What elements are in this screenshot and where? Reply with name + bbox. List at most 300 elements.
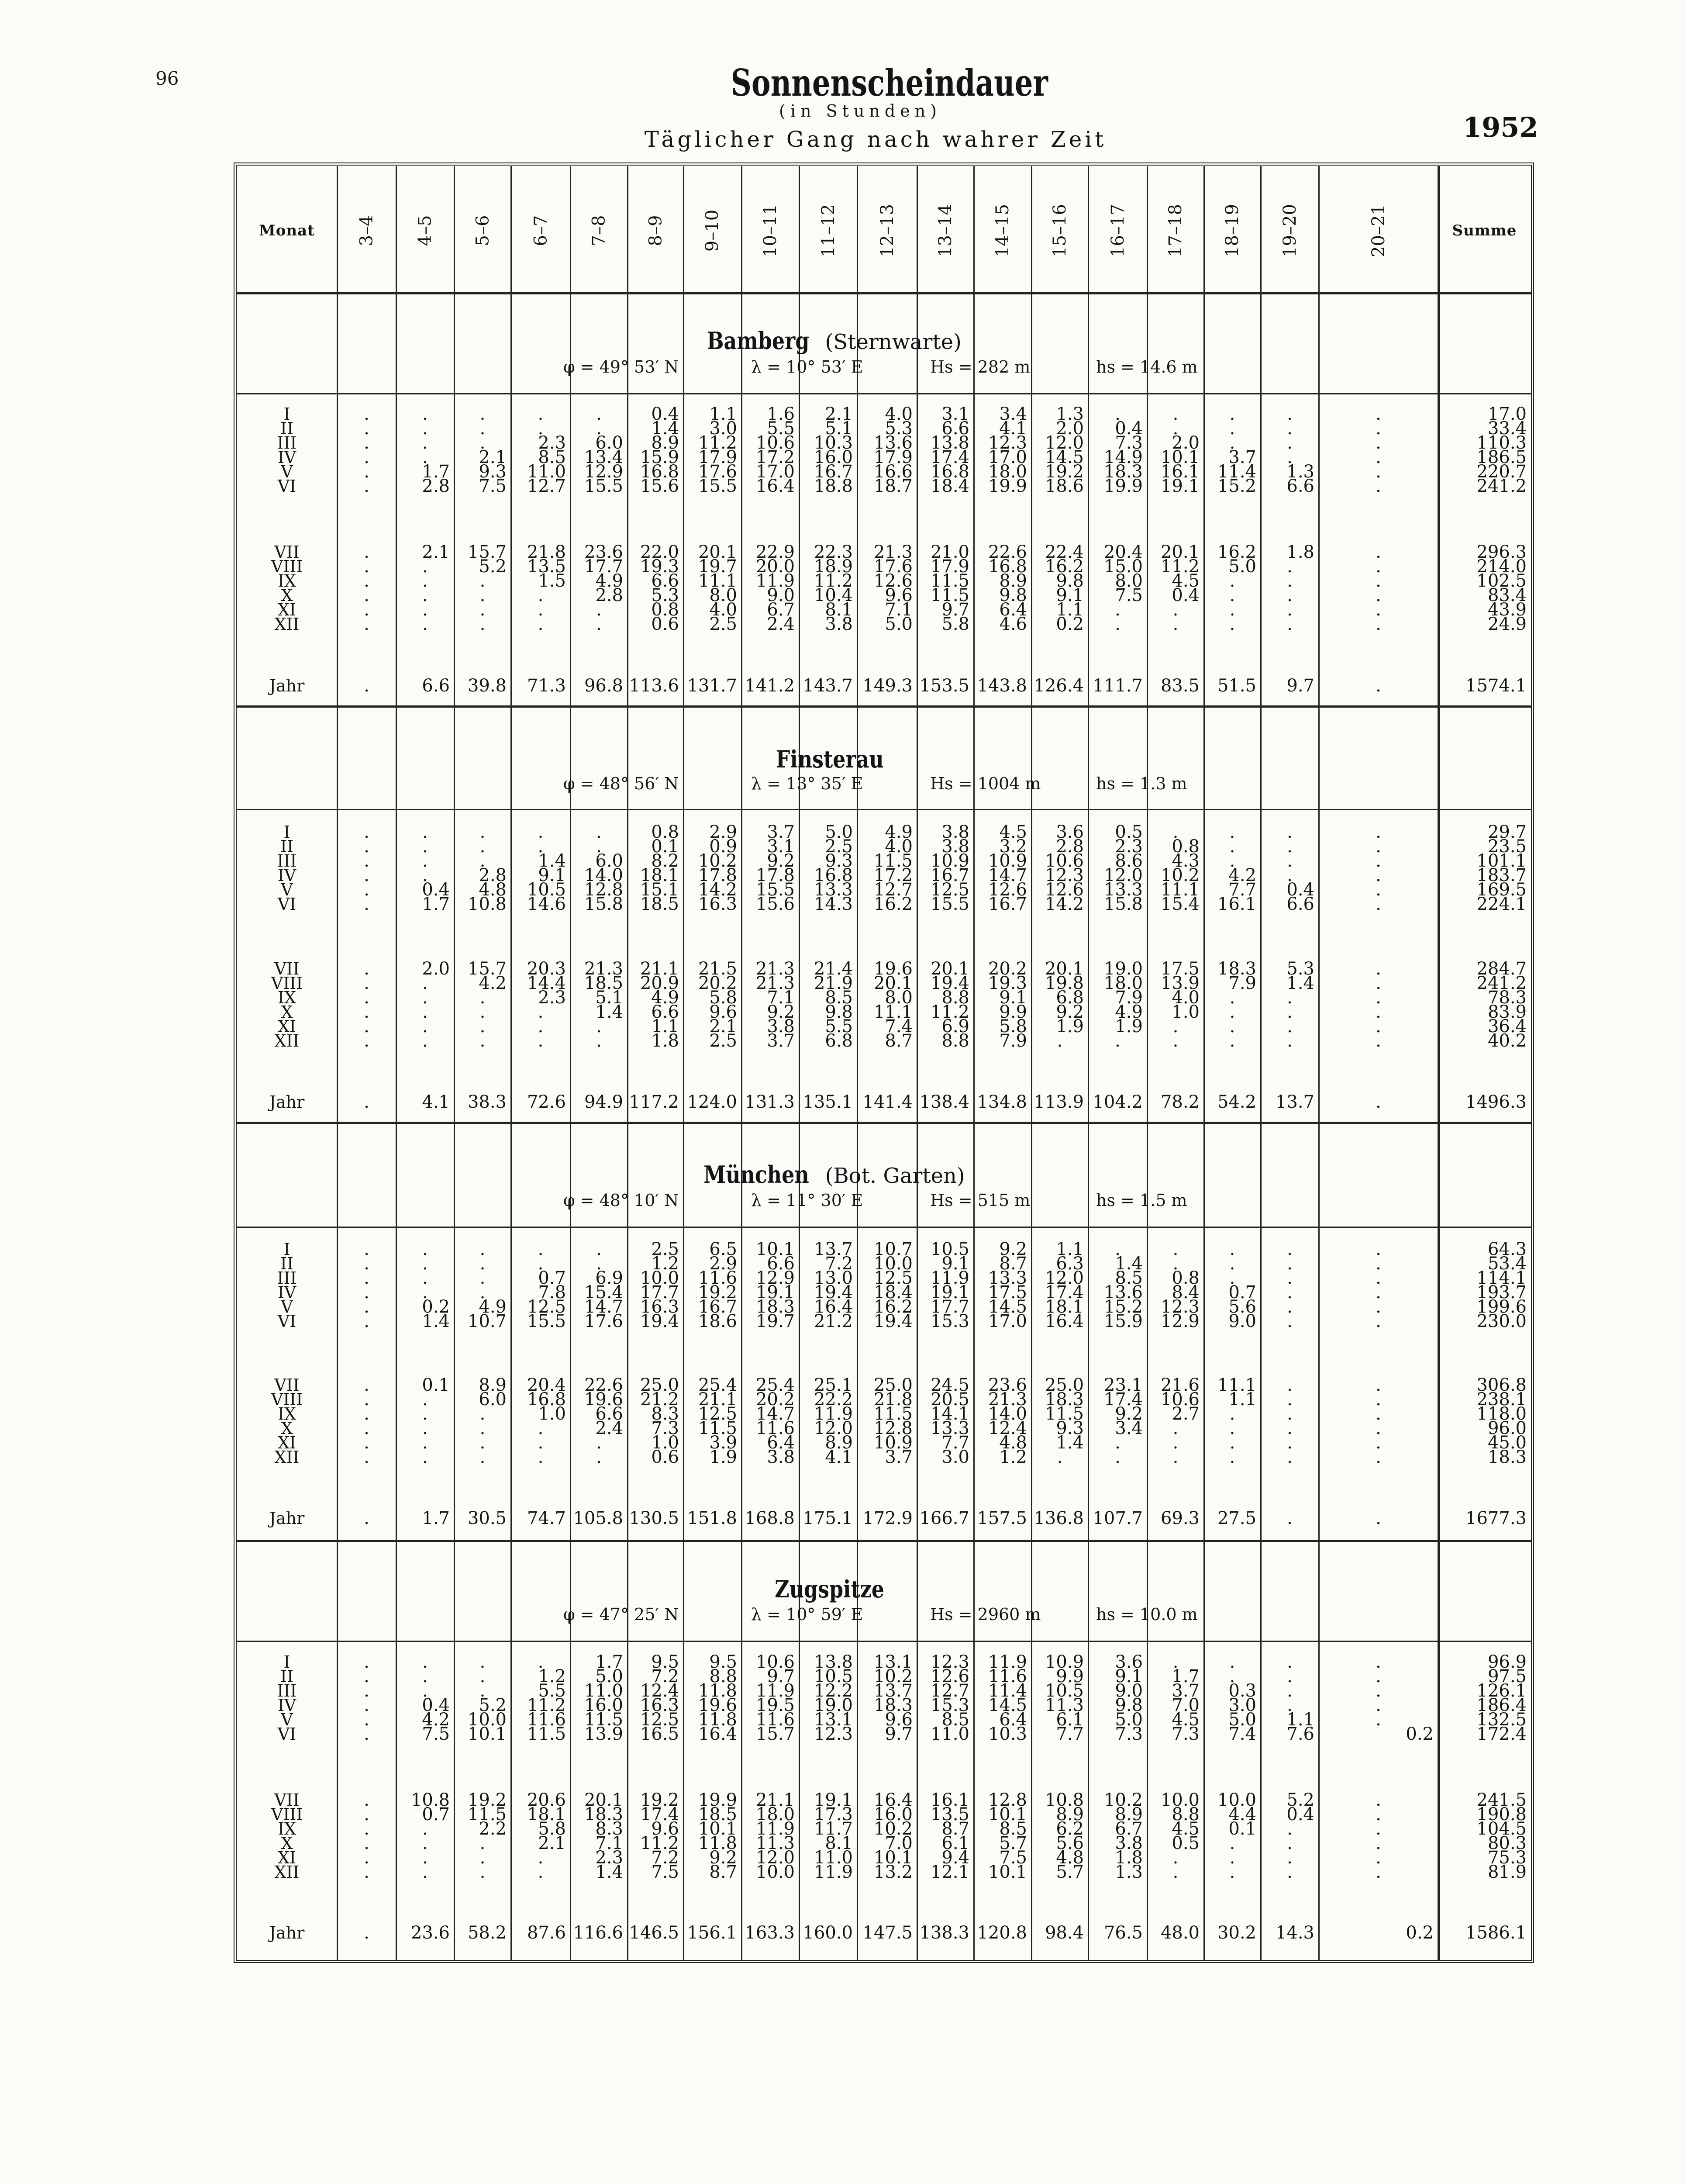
table-cell: 1.9 [709,1447,737,1467]
table-cell: 1.5 [538,571,566,591]
table-cell: 18.5 [584,973,623,993]
table-cell: 138.3 [919,1923,969,1943]
table-cell: 18.6 [698,1311,737,1331]
table-cell: 12.0 [1045,1268,1084,1288]
table-cell: . [538,1254,544,1274]
month-label: I [283,1652,290,1672]
table-cell: . [1229,1031,1235,1051]
table-cell: 1.6 [767,404,795,424]
station-Hs: Hs = 515 m [930,1191,1031,1210]
table-cell: 14.0 [584,865,623,885]
table-cell: 107.7 [1093,1508,1143,1528]
table-cell: 1.4 [538,851,566,871]
table-cell: 5.2 [479,556,507,577]
table-cell: 78.2 [1160,1092,1200,1112]
table-cell: 3.7 [1228,447,1256,467]
table-cell: 13.7 [1275,1092,1314,1112]
table-cell: 17.6 [698,462,737,482]
table-cell: . [1172,1031,1179,1051]
table-cell: 12.8 [873,1418,913,1438]
table-cell: 2.9 [709,822,737,842]
table-cell: . [479,1418,486,1438]
table-cell: 13.4 [584,447,623,467]
table-cell: 20.4 [1103,542,1143,562]
table-cell: 241.5 [1476,1790,1527,1810]
table-cell: 2.8 [1056,836,1084,857]
page-subtitle: Täglicher Gang nach wahrer Zeit [644,127,1107,152]
table-cell: . [422,1652,428,1672]
table-cell: 11.2 [640,1833,679,1853]
table-cell: 1.0 [1172,1002,1200,1022]
month-label: XI [277,600,297,619]
table-cell: 5.7 [999,1833,1027,1853]
table-cell: 17.9 [930,556,969,577]
table-cell: 6.7 [1115,1819,1143,1839]
table-cell: 25.4 [698,1375,737,1395]
table-cell: 2.1 [422,542,450,562]
table-cell: 9.1 [538,865,566,885]
table-cell: 6.0 [479,1389,507,1410]
table-cell: . [1287,1833,1293,1853]
table-cell: 18.0 [1103,973,1143,993]
month-label: I [283,404,290,424]
table-cell: 8.8 [941,1031,969,1051]
table-cell: 16.7 [930,865,969,885]
table-cell: 0.4 [1115,418,1143,439]
table-cell: 2.5 [825,836,853,857]
table-cell: 5.7 [1056,1862,1084,1882]
table-cell: . [1376,973,1381,993]
hour-label: 17–18 [1165,204,1186,257]
table-cell: 11.5 [873,1404,913,1424]
table-cell: 12.0 [814,1418,853,1438]
table-cell: . [422,822,428,842]
table-cell: 13.7 [873,1681,913,1701]
table-cell: . [422,600,428,620]
table-cell: 3.7 [885,1447,913,1467]
table-cell: . [1229,851,1235,871]
table-cell: . [1376,614,1381,634]
month-label: IV [277,866,297,885]
table-cell: 16.7 [698,1297,737,1317]
table-cell: 0.4 [651,404,679,424]
table-cell: 284.7 [1476,959,1527,979]
table-cell: . [596,1031,602,1051]
table-cell: 1.4 [1286,973,1314,993]
table-cell: 75.3 [1487,1848,1527,1868]
hour-label: 9–10 [702,209,723,252]
table-cell: 12.6 [1045,880,1084,900]
table-cell: 13.5 [527,556,566,577]
table-cell: . [1376,1239,1381,1259]
month-label: XI [277,1848,297,1867]
table-cell: 1.9 [1115,1016,1143,1037]
table-cell: 98.4 [1045,1923,1084,1943]
table-cell: . [1287,1016,1293,1037]
table-cell: . [364,865,369,885]
table-cell: . [1172,1652,1179,1672]
table-cell: 14.0 [988,1404,1027,1424]
table-cell: 160.0 [803,1923,853,1943]
table-cell: . [422,585,428,605]
table-cell: . [364,1681,369,1701]
table-cell: 10.6 [1160,1389,1200,1410]
table-cell: 11.6 [988,1666,1027,1686]
table-cell: 2.3 [538,988,566,1008]
table-cell: 13.3 [814,880,853,900]
table-cell: 14.4 [527,973,566,993]
table-cell: 36.4 [1487,1016,1527,1037]
table-cell: . [479,1862,486,1882]
table-cell: . [479,1002,486,1022]
table-cell: . [422,1282,428,1303]
table-cell: 1.3 [1286,462,1314,482]
table-cell: 24.9 [1487,614,1527,634]
table-cell: 114.1 [1476,1268,1527,1288]
table-cell: 9.2 [1056,1002,1084,1022]
table-cell: 6.5 [709,1239,737,1259]
month-label: II [280,419,294,438]
table-cell: 16.1 [1217,894,1256,914]
table-cell: . [422,1002,428,1022]
table-cell: . [1287,1297,1293,1317]
table-cell: 17.4 [1045,1282,1084,1303]
table-cell: 8.1 [825,600,853,620]
table-cell: 10.6 [755,433,795,453]
table-cell: 69.3 [1160,1508,1200,1528]
table-cell: 1496.3 [1465,1092,1527,1112]
table-cell: . [364,1282,369,1303]
table-cell: 11.3 [755,1833,795,1853]
table-cell: 15.3 [930,1695,969,1715]
table-cell: 2.8 [479,865,507,885]
month-label: II [280,1254,294,1273]
table-cell: 11.0 [814,1848,853,1868]
table-cell: 6.6 [1286,476,1314,496]
table-cell: 16.2 [1217,542,1256,562]
table-cell: . [1376,1375,1381,1395]
table-cell: . [364,880,369,900]
table-cell: . [538,614,544,634]
month-label: VI [277,895,297,914]
table-cell: 143.8 [977,676,1027,696]
table-cell: 17.9 [698,447,737,467]
table-cell: 15.1 [640,880,679,900]
column-header-hour [1261,166,1319,295]
table-cell: 3.6 [1115,1652,1143,1672]
table-cell: 3.1 [767,836,795,857]
table-cell: 18.0 [755,1804,795,1825]
table-cell: 296.3 [1476,542,1527,562]
column-header-hour [337,166,396,295]
table-cell: . [364,1404,369,1424]
table-cell: 20.4 [527,1375,566,1395]
table-cell: 4.3 [1172,851,1200,871]
table-cell: 9.0 [767,585,795,605]
table-cell: 11.6 [755,1418,795,1438]
month-label: Jahr [269,1509,305,1528]
table-cell: 19.6 [873,959,913,979]
table-cell: . [364,418,369,439]
table-cell: 11.5 [467,1804,507,1825]
table-cell: 3.0 [709,418,737,439]
table-cell: 6.8 [1056,988,1084,1008]
table-cell: 1.9 [1056,1016,1084,1037]
table-cell: 11.1 [698,571,737,591]
table-cell: 11.9 [755,571,795,591]
table-cell: 21.1 [755,1790,795,1810]
column-header-hour [1088,166,1147,295]
table-cell: 0.4 [422,880,450,900]
table-cell: 17.7 [584,556,623,577]
table-cell: . [1287,1819,1293,1839]
table-cell: 21.3 [755,959,795,979]
table-cell: . [1376,404,1381,424]
table-cell: . [1287,1375,1293,1395]
table-cell: 10.6 [755,1652,795,1672]
table-cell: . [1172,614,1179,634]
table-cell: 19.9 [698,1790,737,1810]
table-cell: 131.3 [745,1092,795,1112]
table-cell: 7.8 [538,1282,566,1303]
table-cell: 7.5 [479,476,507,496]
table-cell: . [1287,1681,1293,1701]
table-cell: . [1172,1239,1179,1259]
table-cell: 10.1 [755,1239,795,1259]
table-cell: 17.7 [640,1282,679,1303]
table-cell: 12.9 [1160,1311,1200,1331]
table-cell: . [364,1389,369,1410]
table-cell: . [1287,1666,1293,1686]
table-cell: 20.2 [698,973,737,993]
table-cell: 12.6 [930,1666,969,1686]
station-rule [237,1641,1531,1642]
table-cell: 19.6 [584,1389,623,1410]
table-cell: . [596,822,602,842]
table-cell: 149.3 [862,676,913,696]
table-cell: 18.4 [930,476,969,496]
column-header-hour [1147,166,1204,295]
table-cell: 20.1 [1160,542,1200,562]
table-cell: 12.3 [1045,865,1084,885]
table-cell: 3.8 [825,614,853,634]
column-header-hour [799,166,857,295]
table-cell: 1.1 [1286,1710,1314,1730]
table-cell: 134.8 [977,1092,1027,1112]
table-cell: 1574.1 [1465,676,1527,696]
table-cell: . [538,585,544,605]
table-cell: 19.0 [1103,959,1143,979]
table-cell: . [364,1433,369,1453]
table-cell: 16.2 [1045,556,1084,577]
table-cell: 11.5 [698,1418,737,1438]
table-cell: 15.9 [1103,1311,1143,1331]
month-label: II [280,837,294,856]
table-cell: . [364,1092,369,1112]
table-cell: 172.9 [862,1508,913,1528]
table-cell: 12.4 [988,1418,1027,1438]
table-cell: . [538,1031,544,1051]
table-cell: 11.1 [1160,880,1200,900]
table-cell: 16.8 [527,1389,566,1410]
table-cell: 21.2 [640,1389,679,1410]
table-cell: . [1229,433,1235,453]
table-cell: . [364,1923,369,1943]
table-cell: . [1229,1002,1235,1022]
table-cell: 20.2 [988,959,1027,979]
table-cell: 5.5 [538,1681,566,1701]
table-cell: . [1376,865,1381,885]
table-cell: 4.5 [1172,1819,1200,1839]
table-cell: 186.4 [1476,1695,1527,1715]
hour-label: 20–21 [1368,204,1389,257]
table-cell: . [1376,1404,1381,1424]
month-label: VIII [271,1805,303,1824]
table-cell: 9.6 [651,1819,679,1839]
table-cell: 6.6 [941,418,969,439]
table-cell: 9.1 [1056,585,1084,605]
table-cell: 2.4 [595,1418,623,1438]
table-cell: 7.7 [1056,1724,1084,1744]
table-cell: 11.4 [1217,462,1256,482]
table-cell: 20.6 [527,1790,566,1810]
table-cell: 19.8 [1045,973,1084,993]
table-cell: 9.2 [709,1848,737,1868]
table-cell: 18.4 [873,1282,913,1303]
month-label: V [281,880,293,899]
table-cell: 13.6 [873,433,913,453]
table-cell: . [1376,447,1381,467]
table-cell: . [1229,1666,1235,1686]
table-cell: 19.1 [1160,476,1200,496]
table-cell: . [479,851,486,871]
table-cell: 18.3 [1217,959,1256,979]
month-label: IX [277,988,297,1007]
table-cell: 25.0 [1045,1375,1084,1395]
table-cell: . [364,404,369,424]
table-cell: 10.5 [814,1666,853,1686]
table-cell: 9.8 [825,1002,853,1022]
table-cell: 11.3 [1045,1695,1084,1715]
table-cell: . [1287,614,1293,634]
table-cell: . [364,1819,369,1839]
table-cell: 14.9 [1103,447,1143,467]
table-cell: . [596,1016,602,1037]
table-cell: . [479,836,486,857]
table-cell: . [422,1016,428,1037]
table-cell: . [538,418,544,439]
table-cell: . [1376,1666,1381,1686]
table-cell: 14.3 [1275,1923,1314,1943]
table-cell: . [1172,404,1179,424]
table-cell: 1.7 [422,1508,450,1528]
table-cell: 15.5 [584,476,623,496]
table-cell: 6.6 [1286,894,1314,914]
table-cell: . [364,1862,369,1882]
table-cell: 16.4 [755,476,795,496]
table-cell: . [1287,571,1293,591]
table-cell: . [1229,836,1235,857]
table-cell: 18.3 [584,1804,623,1825]
table-cell: . [479,1239,486,1259]
table-cell: 18.0 [988,462,1027,482]
table-cell: 14.2 [1045,894,1084,914]
table-cell: 19.1 [930,1282,969,1303]
table-cell: 4.9 [479,1297,507,1317]
table-cell: . [538,1002,544,1022]
table-cell: 94.9 [584,1092,623,1112]
table-cell: 1.3 [1115,1862,1143,1882]
table-cell: 9.9 [999,1002,1027,1022]
station-title [524,1575,1135,1603]
table-cell: . [1229,1447,1235,1467]
table-cell: 0.1 [422,1375,450,1395]
table-cell: . [479,1282,486,1303]
table-cell: 14.5 [988,1695,1027,1715]
table-cell: 22.6 [988,542,1027,562]
station-lambda: λ = 10° 53′ E [751,357,863,377]
table-cell: 6.4 [999,600,1027,620]
table-cell: . [422,1862,428,1882]
table-cell: 172.4 [1476,1724,1527,1744]
table-cell: 120.8 [977,1923,1027,1943]
table-cell: 40.2 [1487,1031,1527,1051]
table-cell: . [1172,1447,1179,1467]
table-cell: 3.8 [1115,1833,1143,1853]
column-header-hour [454,166,511,295]
table-cell: 7.2 [651,1666,679,1686]
table-cell: 1.3 [1056,404,1084,424]
table-cell: 10.7 [467,1311,507,1331]
table-cell: 45.0 [1487,1433,1527,1453]
table-cell: 8.2 [651,851,679,871]
table-cell: 9.1 [1115,1666,1143,1686]
table-cell: . [364,476,369,496]
table-cell: 1.1 [709,404,737,424]
table-cell: . [364,959,369,979]
table-cell: 23.6 [988,1375,1027,1395]
table-cell: . [1115,1031,1121,1051]
month-label: V [281,462,293,481]
table-cell: 64.3 [1487,1239,1527,1259]
table-cell: 17.5 [1160,959,1200,979]
table-cell: 5.0 [1228,1710,1256,1730]
table-cell: . [1376,851,1381,871]
table-cell: . [1376,542,1381,562]
table-cell: . [1172,822,1179,842]
table-cell: 7.9 [999,1031,1027,1051]
table-cell: . [596,1239,602,1259]
table-cell: 241.2 [1476,476,1527,496]
table-cell: 18.1 [1045,1297,1084,1317]
table-cell: 3.7 [767,822,795,842]
table-cell: 12.5 [527,1297,566,1317]
table-cell: 5.2 [479,1695,507,1715]
table-cell: 1.1 [1056,600,1084,620]
month-label: VII [274,1375,300,1395]
table-cell: 96.0 [1487,1418,1527,1438]
table-cell: 21.5 [698,959,737,979]
table-cell: 4.8 [479,880,507,900]
table-cell: 13.5 [930,1804,969,1825]
table-cell: 9.1 [941,1254,969,1274]
table-cell: 117.2 [629,1092,679,1112]
table-cell: 5.6 [1056,1833,1084,1853]
table-cell: 4.9 [595,571,623,591]
table-cell: . [1376,836,1381,857]
table-cell: 11.0 [527,462,566,482]
table-cell: . [1287,1433,1293,1453]
